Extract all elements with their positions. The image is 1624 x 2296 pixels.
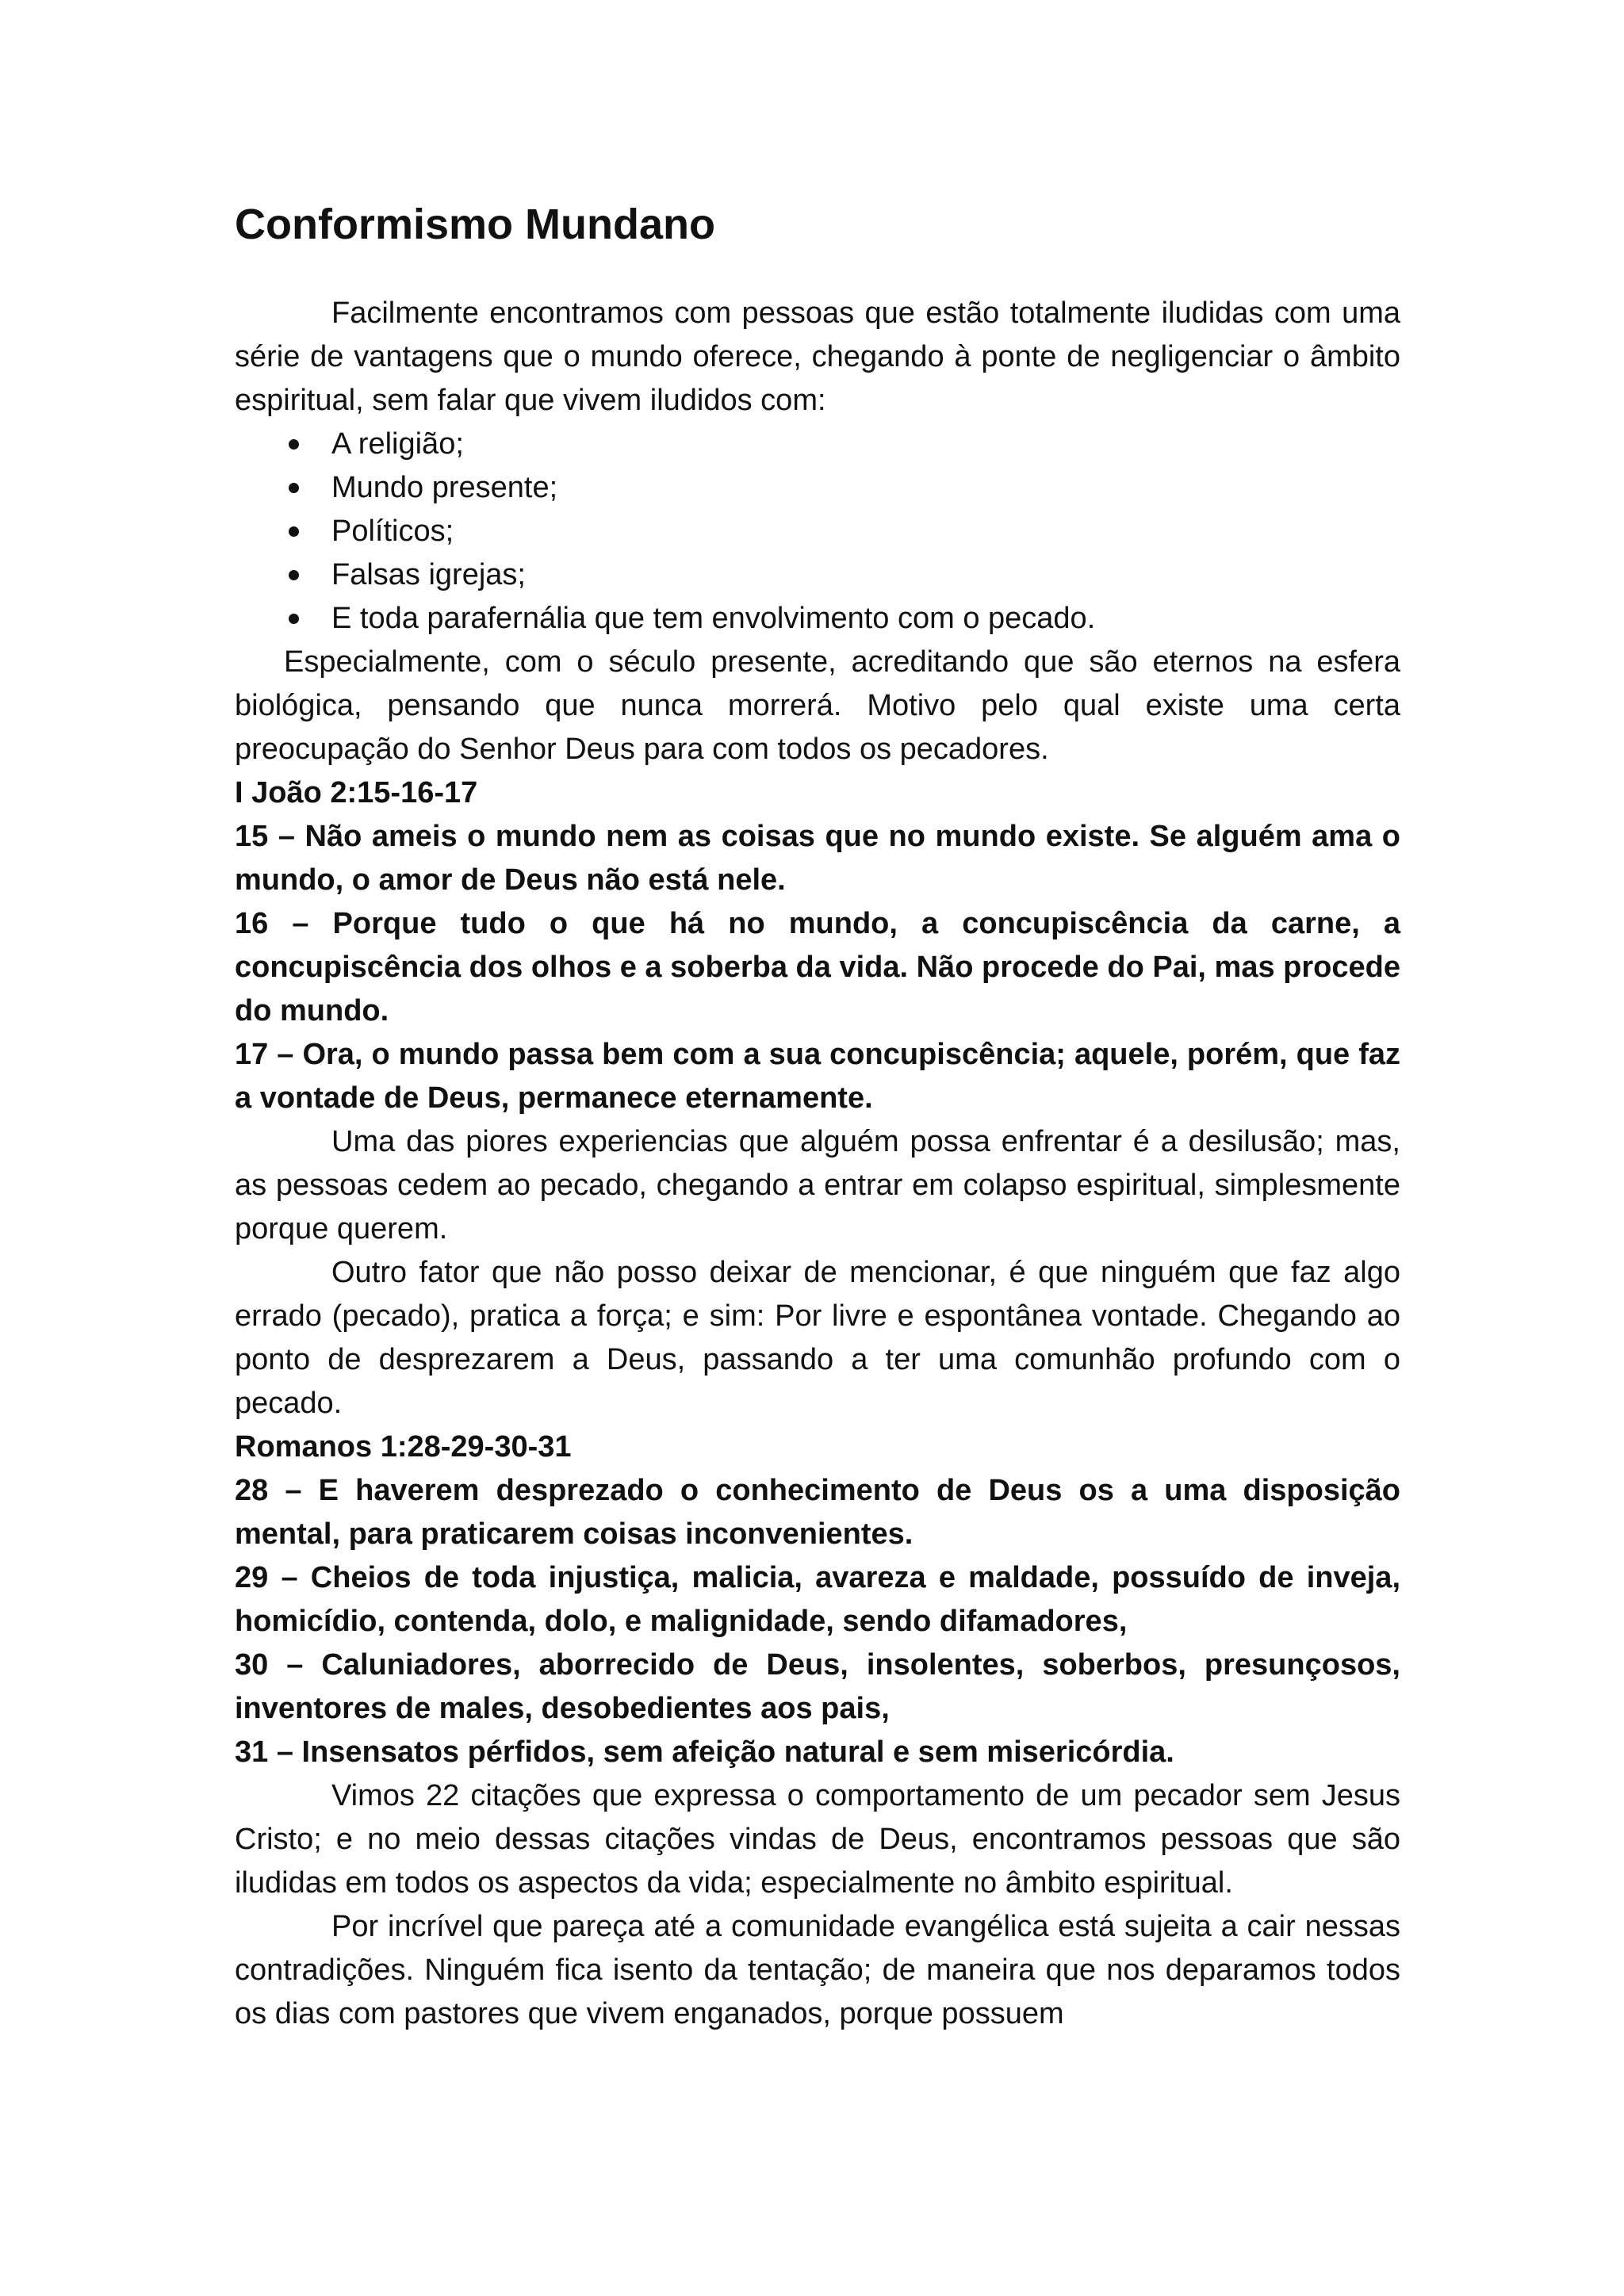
list-item: [235, 466, 1400, 510]
paragraph-intro: Facilmente encontramos com pessoas que estão totalmente iludidas com uma série de vantagens que o mundo oferece, chegando à ponte de negligenciar o âmbito espiritual, sem falar que vivem iludidos com:: [235, 297, 1400, 417]
paragraph-seculo: Especialmente, com o século presente, acreditando que são eternos na esfera biológica, pensando que nunca morrerá. Motivo pelo qual existe uma certa preocupação do Senhor Deus para com todos os pecadores.: [235, 645, 1400, 766]
bullet-icon: [289, 570, 299, 580]
paragraph-comunidade: Por incrível que pareça até a comunidade evangélica está sujeita a cair nessas contradições. Ninguém fica isento da tentação; de maneira que nos deparamos todos os dias com pastores que vivem enganados, porque possuem: [235, 1910, 1400, 2030]
bullet-icon: [289, 526, 299, 537]
paragraph-outro-fator: Outro fator que não posso deixar de mencionar, é que ninguém que faz algo errado (pecado), pratica a força; e sim: Por livre e espontânea vontade. Chegando ao ponto de desprezarem a Deus, passando a ter uma comunhão profundo com o pecado.: [235, 1256, 1400, 1420]
verse-30: 30 – Caluniadores, aborrecido de Deus, insolentes, soberbos, presunçosos, inventores de males, desobedientes aos pais,: [235, 1648, 1400, 1725]
paragraph-citacoes: Vimos 22 citações que expressa o comportamento de um pecador sem Jesus Cristo; e no meio dessas citações vindas de Deus, encontramos pessoas que são iludidas em todos os aspectos da vida; especialmente no âmbito espiritual.: [235, 1779, 1400, 1900]
bullet-icon: [289, 439, 299, 450]
list-item-text: Mundo presente;: [331, 471, 558, 504]
bullet-list: [235, 423, 1400, 641]
list-item: [235, 553, 1400, 597]
list-item-text: A religião;: [331, 427, 464, 461]
verse-31: 31 – Insensatos pérfidos, sem afeição natural e sem misericórdia.: [235, 1735, 1174, 1769]
list-item-text: E toda parafernália que tem envolvimento com o pecado.: [331, 602, 1096, 635]
verse-17: 17 – Ora, o mundo passa bem com a sua concupiscência; aquele, porém, que faz a vontade de Deus, permanece eternamente.: [235, 1038, 1400, 1115]
verse-16: 16 – Porque tudo o que há no mundo, a concupiscência da carne, a concupiscência dos olhos e a soberba da vida. Não procede do Pai, mas procede do mundo.: [235, 907, 1400, 1027]
list-item-text: Falsas igrejas;: [331, 558, 526, 591]
scripture-reference: I João 2:15-16-17: [235, 776, 478, 809]
bullet-icon: [289, 614, 299, 624]
paragraph-desilusao: Uma das piores experiencias que alguém possa enfrentar é a desilusão; mas, as pessoas cedem ao pecado, chegando a entrar em colapso espiritual, simplesmente porque querem.: [235, 1125, 1400, 1246]
page-title: Conformismo Mundano: [235, 201, 715, 248]
document-page: [235, 197, 1400, 2036]
verse-28: 28 – E haverem desprezado o conhecimento de Deus os a uma disposição mental, para praticarem coisas inconvenientes.: [235, 1474, 1400, 1551]
list-item: [235, 423, 1400, 466]
bullet-icon: [289, 483, 299, 493]
list-item-text: Políticos;: [331, 515, 454, 548]
verse-29: 29 – Cheios de toda injustiça, malicia, avareza e maldade, possuído de inveja, homicídio, contenda, dolo, e malignidade, sendo difamadores,: [235, 1561, 1400, 1638]
list-item: [235, 510, 1400, 553]
list-item: [235, 597, 1400, 641]
verse-15: 15 – Não ameis o mundo nem as coisas que no mundo existe. Se alguém ama o mundo, o amor de Deus não está nele.: [235, 820, 1400, 897]
scripture-reference: Romanos 1:28-29-30-31: [235, 1430, 572, 1464]
